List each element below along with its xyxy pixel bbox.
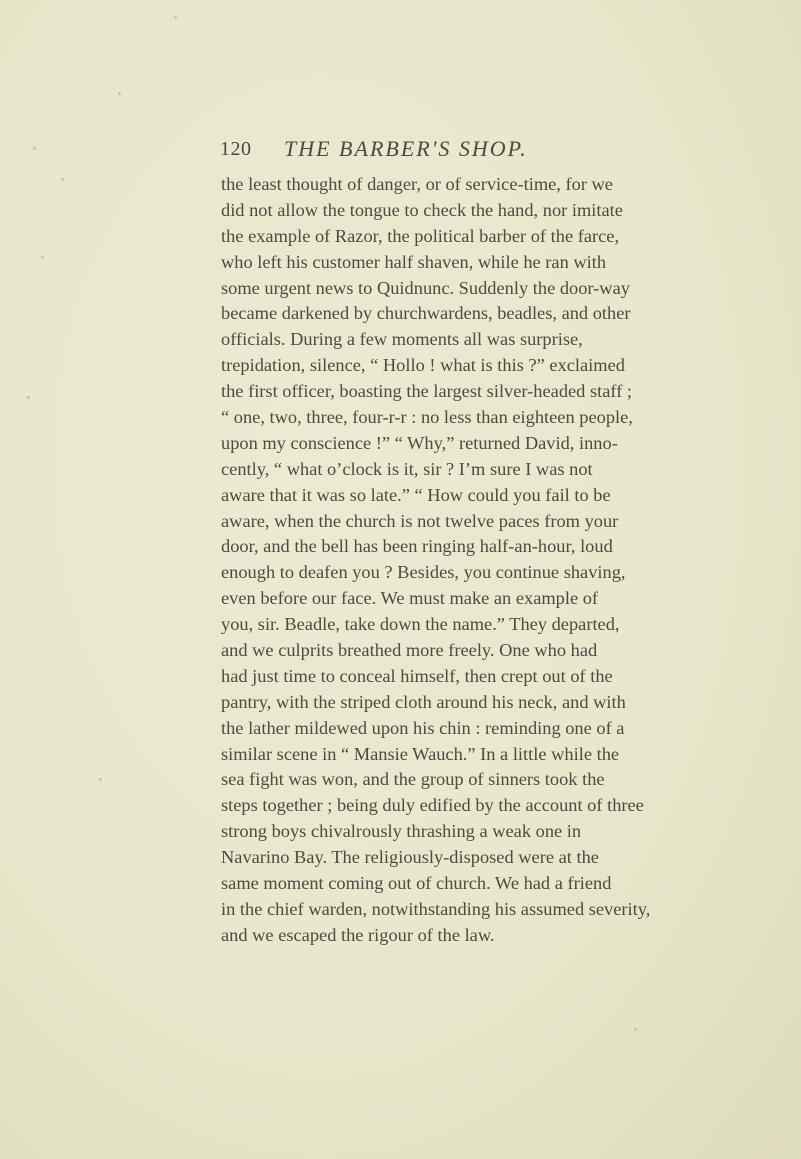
paper-speck [27,396,30,399]
text-line: officials. During a few moments all was surprise, [221,329,583,350]
paper-speck [634,1028,637,1031]
text-line: had just time to conceal himself, then crept out of the [221,665,613,686]
paper-speck [41,256,44,259]
text-line: strong boys chivalrously thrashing a weak one in [221,821,582,842]
paper-speck [118,92,121,95]
text-line: Navarino Bay. The religiously-disposed were at the [221,847,599,868]
text-line: who left his customer half shaven, while he ran with [221,251,607,272]
text-line: you, sir. Beadle, take down the name.” They departed, [221,614,620,635]
text-line: upon my conscience !” “ Why,” returned David, inno- [221,432,618,453]
text-line: door, and the bell has been ringing half-an-hour, loud [221,536,613,557]
text-line: trepidation, silence, “ Hollo ! what is this ?” exclaimed [221,355,625,376]
text-line: did not allow the tongue to check the hand, nor imitate [221,199,623,220]
paper-speck [99,778,102,781]
text-line: similar scene in “ Mansie Wauch.” In a little while the [221,743,620,764]
text-line: and we escaped the rigour of the law. [221,924,495,945]
body-text [221,172,651,949]
text-line: some urgent news to Quidnunc. Suddenly the door-way [221,277,630,298]
text-line: in the chief warden, notwithstanding his assumed severity, [221,898,651,919]
text-line: even before our face. We must make an example of [221,588,599,609]
paper-speck [33,147,36,150]
text-line: the example of Razor, the political barber of the farce, [221,225,620,246]
paper-speck [174,16,177,19]
text-line: “ one, two, three, four-r-r : no less than eighteen people, [221,407,633,428]
text-line: cently, “ what o’clock is it, sir ? I’m sure I was not [221,458,593,479]
running-title: THE BARBER'S SHOP. [284,136,528,161]
text-line: the lather mildewed upon his chin : reminding one of a [221,717,625,738]
text-line: enough to deafen you ? Besides, you continue shaving, [221,562,626,583]
text-line: the first officer, boasting the largest silver-headed staff ; [221,381,633,402]
text-line: aware, when the church is not twelve paces from your [221,510,619,531]
text-line: steps together ; being duly edified by the account of three [221,795,644,816]
text-line: pantry, with the striped cloth around his neck, and with [221,691,626,712]
text-line: the least thought of danger, or of service-time, for we [221,174,613,194]
text-line: and we culprits breathed more freely. One who had [221,640,598,661]
page-header [220,136,580,166]
text-line: aware that it was so late.” “ How could you fail to be [221,484,611,505]
text-line: sea fight was won, and the group of sinners took the [221,769,605,790]
text-line: became darkened by churchwardens, beadles, and other [221,303,631,324]
text-line: same moment coming out of church. We had a friend [221,873,612,894]
page-number: 120 [220,138,252,160]
paper-speck [61,178,64,181]
